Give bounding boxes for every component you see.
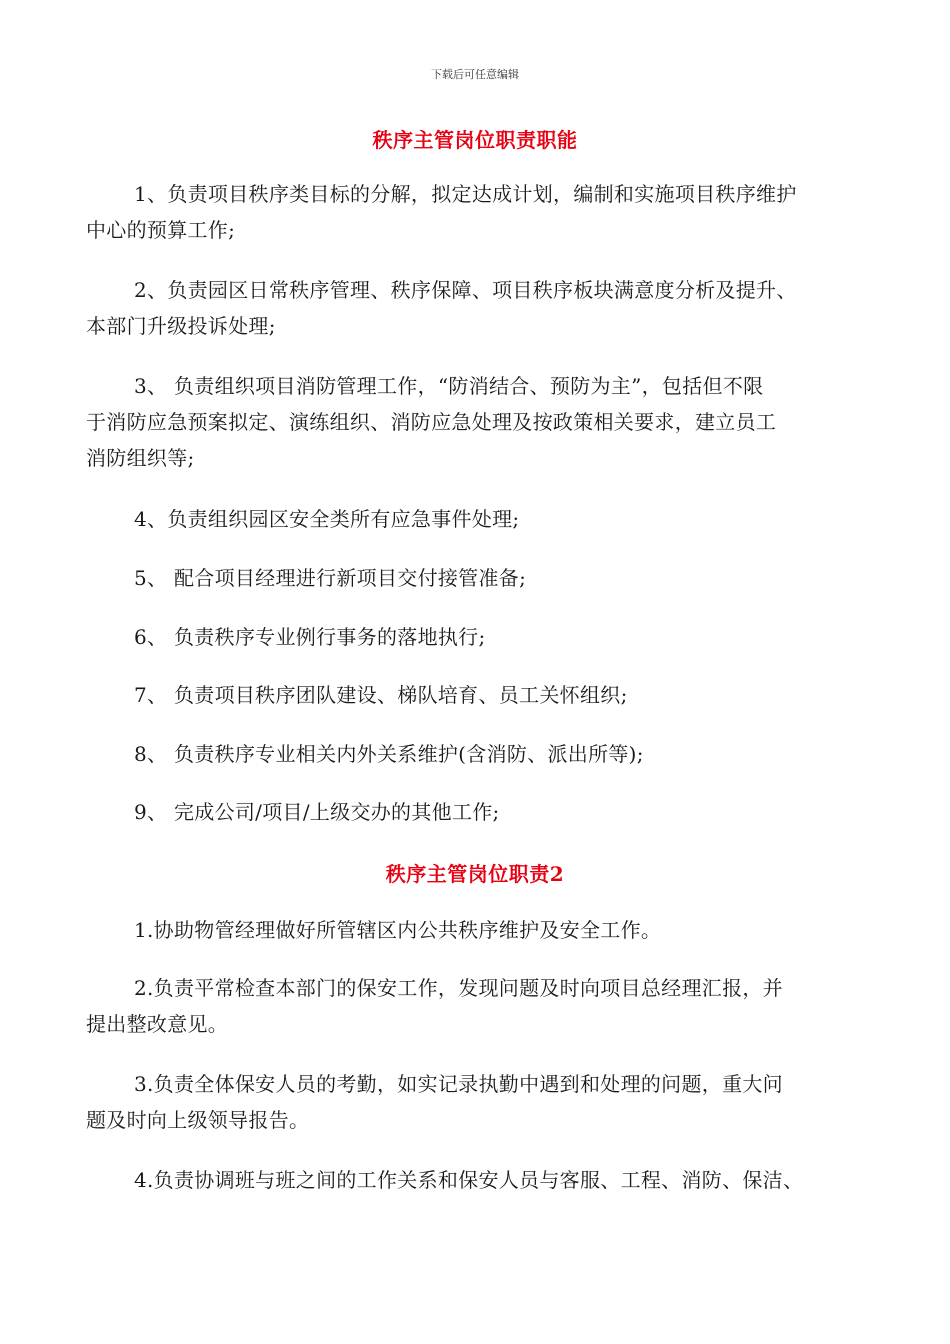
section-2-title: 秩序主管岗位职责2 (385, 862, 565, 886)
paragraph-line: 1、负责项目秩序类目标的分解，拟定达成计划，编制和实施项目秩序维护 (134, 182, 797, 206)
section-2-item-3 (86, 1066, 866, 1138)
paragraph-line: 4.负责协调班与班之间的工作关系和保安人员与客服、工程、消防、保洁、 (134, 1168, 804, 1192)
section-2-item-1 (86, 912, 866, 948)
paragraph-line: 3.负责全体保安人员的考勤，如实记录执勤中遇到和处理的问题，重大问 (134, 1072, 783, 1096)
paragraph-line: 提出整改意见。 (86, 1012, 229, 1036)
paragraph-line: 8、 负责秩序专业相关内外关系维护(含消防、派出所等); (134, 742, 644, 766)
paragraph-line: 中心的预算工作; (86, 218, 236, 242)
paragraph-line: 于消防应急预案拟定、演练组织、消防应急处理及按政策相关要求，建立员工 (86, 410, 777, 434)
paragraph-line: 7、 负责项目秩序团队建设、梯队培育、员工关怀组织; (134, 683, 628, 707)
header-note: 下载后可任意编辑 (431, 68, 519, 81)
section-1-item-8 (86, 736, 866, 772)
paragraph-line: 2.负责平常检查本部门的保安工作，发现问题及时向项目总经理汇报，并 (134, 976, 783, 1000)
section-1-item-5 (86, 560, 866, 596)
section-1-title: 秩序主管岗位职责职能 (372, 128, 578, 152)
paragraph-line: 3、 负责组织项目消防管理工作，“防消结合、预防为主”，包括但不限 (134, 374, 764, 398)
section-1-item-3 (86, 368, 866, 476)
paragraph-line: 4、负责组织园区安全类所有应急事件处理; (134, 507, 520, 531)
section-2-item-2 (86, 970, 866, 1042)
section-1-item-6 (86, 619, 866, 655)
section-1-item-4 (86, 501, 866, 537)
paragraph-line: 题及时向上级领导报告。 (86, 1108, 310, 1132)
paragraph-line: 9、 完成公司/项目/上级交办的其他工作; (134, 800, 500, 824)
paragraph-line: 1.协助物管经理做好所管辖区内公共秩序维护及安全工作。 (134, 918, 662, 942)
section-2-item-4 (86, 1162, 866, 1198)
paragraph-line: 5、 配合项目经理进行新项目交付接管准备; (134, 566, 527, 590)
paragraph-line: 消防组织等; (86, 446, 195, 470)
paragraph-line: 6、 负责秩序专业例行事务的落地执行; (134, 625, 486, 649)
paragraph-line: 2、负责园区日常秩序管理、秩序保障、项目秩序板块满意度分析及提升、 (134, 278, 797, 302)
section-1-item-2 (86, 272, 866, 344)
section-1-item-9 (86, 794, 866, 830)
section-1-item-7 (86, 677, 866, 713)
section-1-item-1 (86, 176, 866, 248)
paragraph-line: 本部门升级投诉处理; (86, 314, 276, 338)
